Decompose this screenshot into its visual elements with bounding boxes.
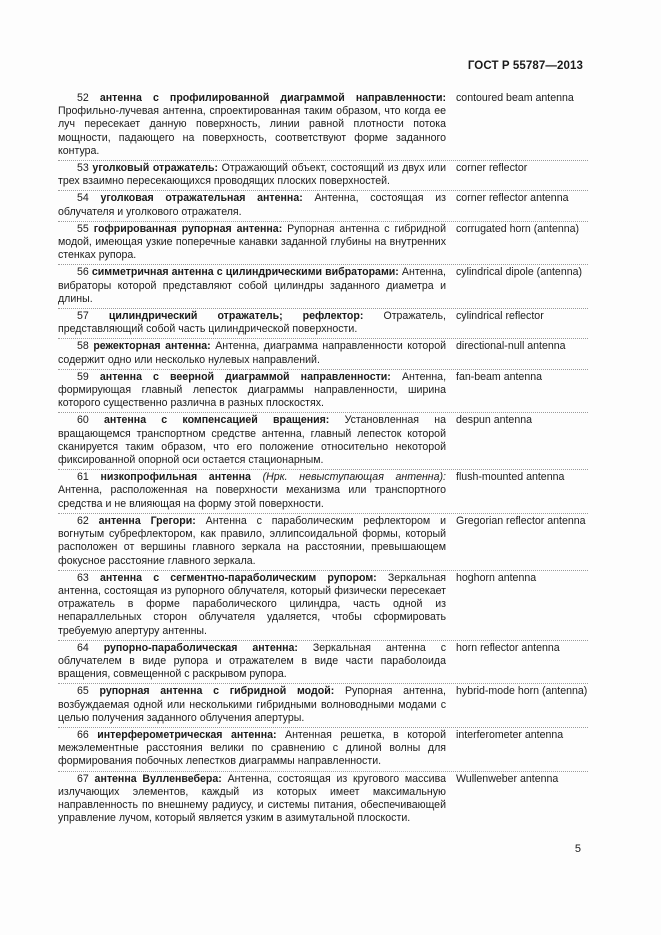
term-name: низкопрофильная антенна	[100, 471, 251, 484]
term-entry	[58, 339, 588, 369]
term-number: 66	[77, 728, 89, 741]
term-definition-ru	[58, 162, 456, 188]
term-name: уголковая отражательная антенна:	[100, 192, 303, 205]
term-number: 60	[77, 414, 89, 427]
term-definition-ru	[58, 773, 456, 826]
definition-text: Зеркальная антенна, состоящая из рупорного облучателя, который физически пересекает отражатель в форме параболического цилиндра, часть одной из непараллельных сторон облучателя удаляется, чтобы сформировать требуемую апертуру антенны.	[58, 571, 446, 637]
term-name: антенна Грегори:	[98, 514, 196, 527]
term-english: interferometer antenna	[456, 728, 564, 741]
term-entry	[58, 222, 588, 266]
term-english: fan-beam antenna	[456, 370, 542, 383]
term-entry	[58, 470, 588, 514]
term-number: 56	[77, 266, 89, 279]
term-number: 62	[77, 514, 89, 527]
standard-header: ГОСТ Р 55787—2013	[467, 60, 583, 72]
term-entry	[58, 161, 588, 191]
term-name: уголковый отражатель:	[92, 162, 218, 175]
term-name: антенна с веерной диаграммой направленности:	[99, 370, 391, 383]
term-number: 63	[77, 571, 89, 584]
term-entry	[58, 514, 588, 571]
term-alternative: (Нрк. невыступающая антенна):	[262, 471, 446, 484]
definition-text: Отражающий объект, состоящий из двух или трех взаимно пересекающихся проводящих плоских поверхностей.	[58, 162, 446, 188]
definition-text: Антенна, состоящая из облучателя и уголкового отражателя.	[58, 192, 446, 218]
definition-text: Рупорная антенна с гибридной модой, имеющая узкие поперечные канавки заданной глубины на внутренних стенках рупора.	[58, 222, 446, 262]
term-definition-ru	[58, 340, 456, 366]
term-entry	[58, 413, 588, 470]
term-english: hybrid-mode horn (antenna)	[456, 685, 588, 698]
term-number: 55	[77, 222, 89, 235]
term-english: flush-mounted antenna	[456, 471, 565, 484]
term-name: антенна с сегментно-параболическим рупором:	[99, 571, 377, 584]
term-name: рупорно-параболическая антенна:	[103, 641, 298, 654]
term-name: антенна Вулленвебера:	[94, 772, 222, 785]
term-english: Wullenweber antenna	[456, 772, 559, 785]
term-number: 59	[77, 370, 89, 383]
definition-text: Антенна с параболическим рефлектором и вогнутым субрефлектором, как правило, эллипсоидальной формы, который расположен от вершины главного зеркала на расстоянии, превышающем фокусное расстояние главного зеркала.	[58, 514, 446, 567]
term-definition-ru	[58, 266, 456, 306]
term-entry	[58, 728, 588, 772]
term-entry	[58, 571, 588, 641]
term-definition-ru	[58, 515, 456, 568]
term-english: hoghorn antenna	[456, 571, 537, 584]
term-name: симметричная антенна с цилиндрическими вибраторами:	[91, 266, 399, 279]
term-name: интерферометрическая антенна:	[97, 728, 277, 741]
term-definition-ru	[58, 223, 456, 263]
definition-text: Антенна, диаграмма направленности которой содержит одно или несколько нулевых направлений.	[58, 340, 447, 366]
term-definition-ru	[58, 414, 456, 467]
term-definition-ru	[58, 685, 456, 725]
term-english: corrugated horn (antenna)	[456, 222, 580, 235]
term-name: режекторная антенна:	[93, 340, 211, 353]
definition-text: Антенна, состоящая из кругового массива излучающих элементов, каждый из которых имеет максимальную направленность по внешнему радиусу, и системы питания, обеспечивающей управление лучом, который является узким в азимутальной плоскости.	[58, 772, 446, 825]
definition-text: Отражатель, представляющий собой часть цилиндрической поверхности.	[58, 310, 446, 336]
definition-text: Антенна, формирующая главный лепесток диаграммы направленности, ширина которого существенно различна в разных плоскостях.	[58, 370, 447, 410]
term-number: 53	[77, 162, 89, 175]
term-definition-ru	[58, 572, 456, 638]
term-english: cylindrical reflector	[456, 310, 544, 323]
term-number: 65	[77, 685, 89, 698]
terms-list	[58, 91, 588, 827]
term-number: 54	[77, 192, 89, 205]
definition-text: Антенна, расположенная на поверхности механизма или транспортного средства и не влияющая на форму этой поверхности.	[58, 484, 446, 510]
term-number: 58	[77, 340, 89, 353]
term-number: 57	[77, 310, 89, 323]
term-english: horn reflector antenna	[456, 641, 560, 654]
page-number: 5	[574, 843, 581, 855]
term-number: 52	[77, 92, 89, 104]
term-name: цилиндрический отражатель; рефлектор:	[108, 310, 364, 323]
term-english: directional-null antenna	[456, 340, 566, 353]
term-definition-ru	[58, 471, 456, 511]
term-entry	[58, 265, 588, 309]
term-english: cylindrical dipole (antenna)	[456, 266, 583, 279]
definition-text: Профильно-лучевая антенна, спроектированная таким образом, что когда ее луч пересекает данную поверхность, линии равной плотности потока мощности, падающего на поверхность, соответствуют форме заданного контура.	[58, 105, 446, 157]
term-definition-ru	[58, 729, 456, 769]
term-entry	[58, 370, 588, 414]
term-entry	[58, 641, 588, 685]
term-number: 64	[77, 641, 89, 654]
term-english: Gregorian reflector antenna	[456, 514, 586, 527]
term-english: contoured beam antenna	[456, 92, 574, 104]
term-english: corner reflector antenna	[456, 192, 569, 205]
term-entry	[58, 309, 588, 339]
term-number: 67	[77, 772, 89, 785]
definition-text: Установленная на вращающемся транспортном средстве антенна, главный лепесток которой сканируется таким образом, что его положение относительно некоторой фиксированной опорной оси остается стационарным.	[58, 414, 446, 467]
term-definition-ru	[58, 192, 456, 218]
term-name: антенна с профилированной диаграммой направленности:	[99, 92, 446, 104]
term-entry	[58, 91, 588, 161]
term-number: 61	[77, 471, 89, 484]
term-entry	[58, 772, 588, 828]
term-definition-ru	[58, 92, 456, 158]
term-entry	[58, 684, 588, 728]
definition-text: Антенна, вибраторы которой представляют собой цилиндры заданного диаметра и длины.	[58, 266, 446, 305]
term-entry	[58, 191, 588, 221]
term-name: антенна с компенсацией вращения:	[104, 414, 330, 427]
term-name: гофрированная рупорная антенна:	[93, 222, 283, 235]
definition-text: Рупорная антенна, возбуждаемая одной или несколькими гибридными волноводными модами с целью получения заданного облучения апертуры.	[58, 685, 446, 724]
definition-text: Антенная решетка, в которой межэлементные расстояния велики по сравнению с длиной волны для формирования побочных лепестков диаграммы направленности.	[58, 728, 446, 768]
definition-text: Зеркальная антенна с облучателем в виде рупора и отражателем в виде части параболоида вращения, совмещенной с раскрывом рупора.	[58, 641, 446, 681]
term-name: рупорная антенна с гибридной модой:	[99, 685, 335, 698]
term-english: despun antenna	[456, 414, 532, 427]
term-definition-ru	[58, 642, 456, 682]
term-english: corner reflector	[456, 162, 528, 175]
term-definition-ru	[58, 371, 456, 411]
term-definition-ru	[58, 310, 456, 336]
